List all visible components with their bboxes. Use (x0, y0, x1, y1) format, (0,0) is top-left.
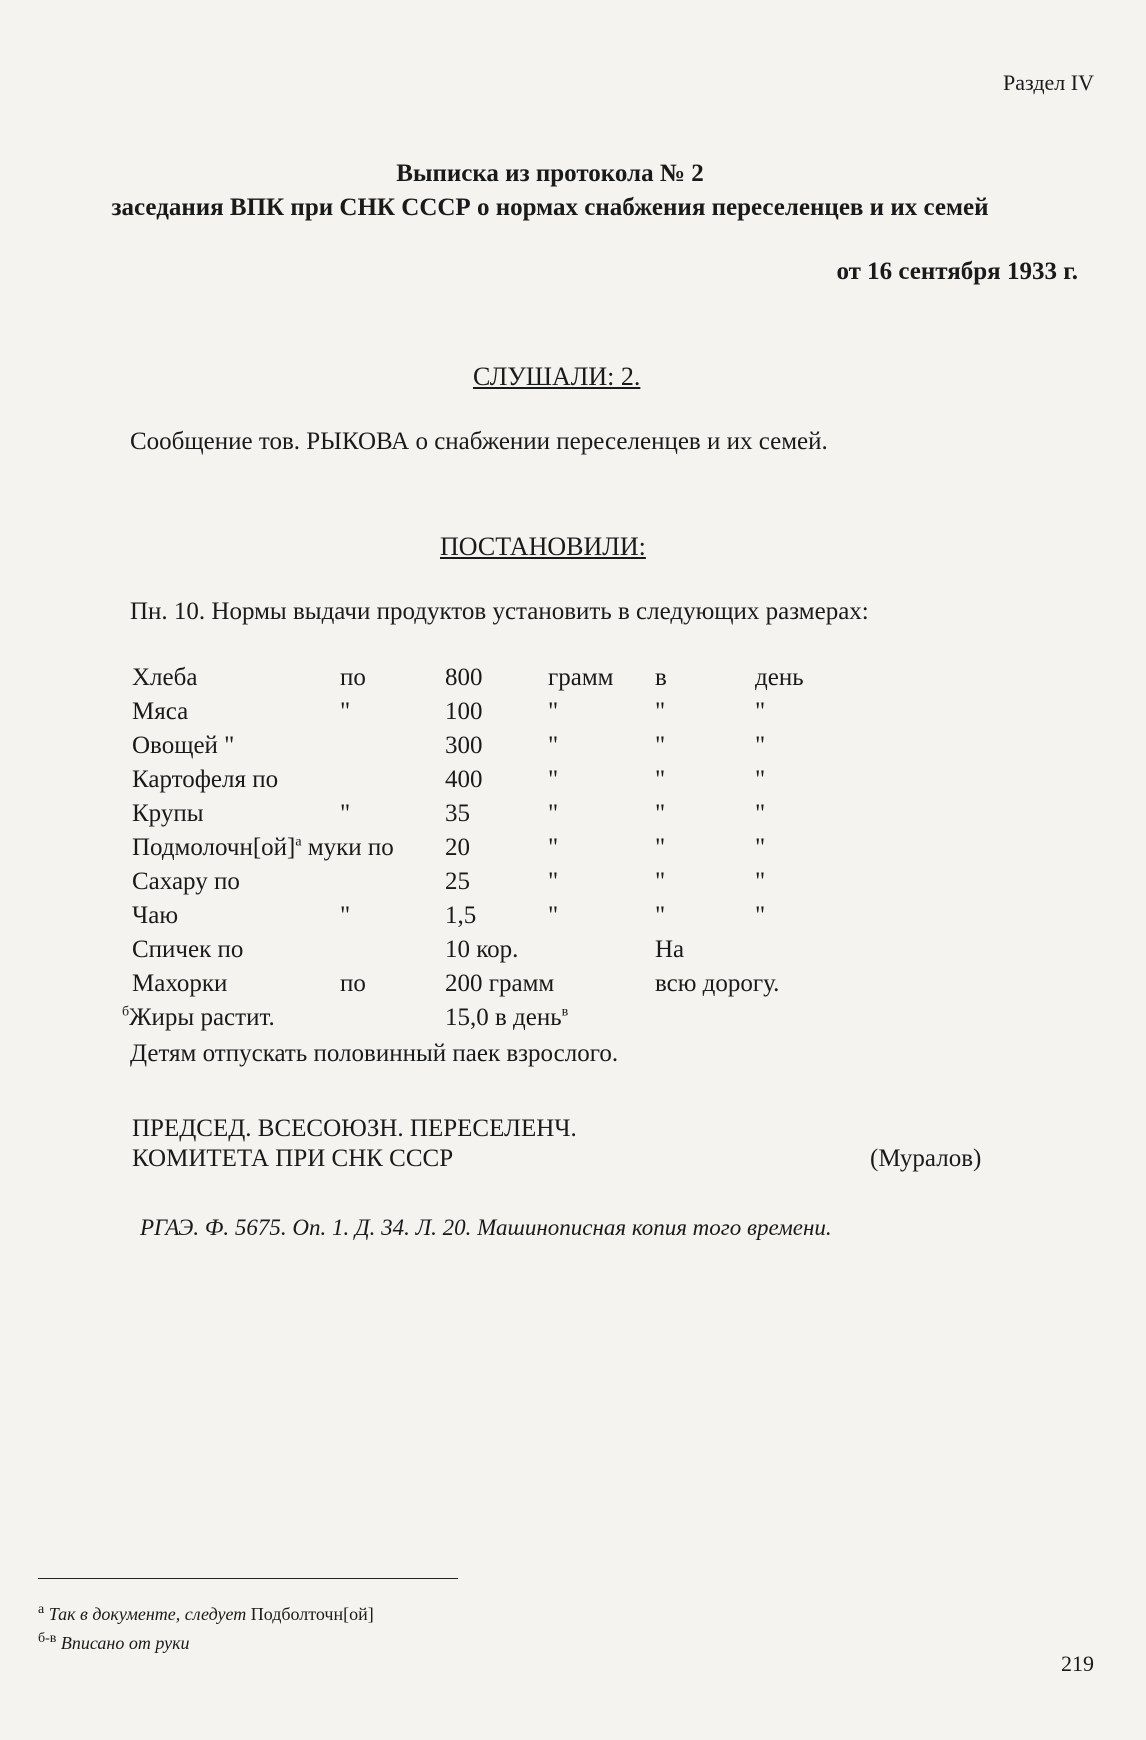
ration-day: " (755, 800, 766, 827)
footnote (38, 1604, 374, 1625)
ration-row (0, 732, 1146, 766)
ration-row (0, 698, 1146, 732)
ration-unit: " (548, 800, 559, 827)
ration-amount: 200 грамм (445, 970, 555, 997)
ration-day: " (755, 766, 766, 793)
resolved-point: Пн. 10. Нормы выдачи продуктов установить в следующих размерах: (130, 598, 869, 625)
ration-amount: 300 (445, 732, 483, 759)
document-date: от 16 сентября 1933 г. (836, 258, 1078, 285)
ration-name: Спичек по (132, 936, 244, 963)
ration-amount: 400 (445, 766, 483, 793)
ration-amount: 1,5 (445, 902, 477, 929)
ration-amount: 25 (445, 868, 470, 895)
ration-day: " (755, 834, 766, 861)
resolved-heading: ПОСТАНОВИЛИ: (440, 532, 646, 561)
heard-heading: СЛУШАЛИ: 2. (473, 362, 641, 391)
ration-prep: " (340, 800, 351, 827)
ration-in: всю дорогу. (655, 970, 780, 997)
ration-row (0, 936, 1146, 970)
footnote-mark: б-в (38, 1631, 57, 1646)
ration-row (0, 834, 1146, 868)
document-title-line2: заседания ВПК при СНК СССР о нормах снабжения переселенцев и их семей (111, 194, 989, 221)
ration-row (0, 868, 1146, 902)
ration-row (0, 766, 1146, 800)
ration-in: " (655, 868, 666, 895)
ration-amount: 100 (445, 698, 483, 725)
ration-unit: " (548, 766, 559, 793)
ration-in: " (655, 834, 666, 861)
ration-name (132, 834, 394, 862)
ration-unit: грамм (548, 664, 614, 691)
ration-row (0, 902, 1146, 936)
ration-unit: " (548, 868, 559, 895)
ration-day: " (755, 902, 766, 929)
ration-in: " (655, 766, 666, 793)
ration-day: день (755, 664, 804, 691)
ration-name: Овощей " (132, 732, 235, 759)
footnote-mark: в (561, 1004, 569, 1020)
ration-in: в (655, 664, 667, 691)
ration-amount: 20 (445, 834, 470, 861)
ration-name: Махорки (132, 970, 228, 997)
footnote-italic: Вписано от руки (60, 1633, 190, 1653)
ration-name (122, 1004, 275, 1032)
ration-in: " (655, 902, 666, 929)
ration-row (0, 1004, 1146, 1038)
ration-in: " (655, 698, 666, 725)
ration-day: " (755, 732, 766, 759)
ration-day: " (755, 868, 766, 895)
ration-name: Хлеба (132, 664, 198, 691)
page-number: 219 (1061, 1651, 1094, 1676)
ration-unit: " (548, 732, 559, 759)
footnote-mark: б (122, 1004, 130, 1020)
ration-name: Крупы (132, 800, 204, 827)
signature-name: (Муралов) (870, 1145, 982, 1172)
ration-row (0, 970, 1146, 1004)
signature-title-line2: КОМИТЕТА ПРИ СНК СССР (132, 1145, 454, 1172)
ration-prep: по (340, 970, 366, 997)
ration-unit: " (548, 834, 559, 861)
ration-in: На (655, 936, 685, 963)
ration-name-text: Жиры растит. (129, 1004, 275, 1031)
ration-amount-text: 15,0 в день (445, 1004, 562, 1031)
ration-in: " (655, 800, 666, 827)
ration-day: " (755, 698, 766, 725)
ration-row (0, 664, 1146, 698)
children-ration-note: Детям отпускать половинный паек взрослого. (130, 1040, 619, 1067)
ration-amount: 800 (445, 664, 483, 691)
ration-unit: " (548, 902, 559, 929)
footnote-divider (38, 1578, 458, 1579)
signature-title-line1: ПРЕДСЕД. ВСЕСОЮЗН. ПЕРЕСЕЛЕНЧ. (132, 1115, 577, 1142)
ration-amount: 10 кор. (445, 936, 519, 963)
footnote-text: Подболточн[ой] (246, 1604, 374, 1624)
ration-name: Сахару по (132, 868, 240, 895)
ration-name: Картофеля по (132, 766, 279, 793)
footnote-mark: а (295, 834, 302, 850)
ration-prep: " (340, 698, 351, 725)
ration-unit: " (548, 698, 559, 725)
footnote (38, 1633, 190, 1654)
ration-amount (445, 1004, 568, 1032)
section-header: Раздел IV (1003, 70, 1094, 95)
ration-name-suffix: муки по (301, 834, 394, 861)
ration-name: Чаю (132, 902, 179, 929)
ration-prep: по (340, 664, 366, 691)
ration-row (0, 800, 1146, 834)
ration-name: Мяса (132, 698, 189, 725)
ration-in: " (655, 732, 666, 759)
heard-text: Сообщение тов. РЫКОВА о снабжении переселенцев и их семей. (130, 428, 828, 455)
ration-name-text: Подмолочн[ой] (132, 834, 296, 861)
footnote-italic: Так в документе, следует (48, 1604, 247, 1624)
archive-source: РГАЭ. Ф. 5675. Оп. 1. Д. 34. Л. 20. Машинописная копия того времени. (140, 1215, 832, 1240)
document-title-line1: Выписка из протокола № 2 (396, 160, 704, 187)
ration-amount: 35 (445, 800, 470, 827)
ration-prep: " (340, 902, 351, 929)
footnote-mark: а (38, 1602, 45, 1617)
